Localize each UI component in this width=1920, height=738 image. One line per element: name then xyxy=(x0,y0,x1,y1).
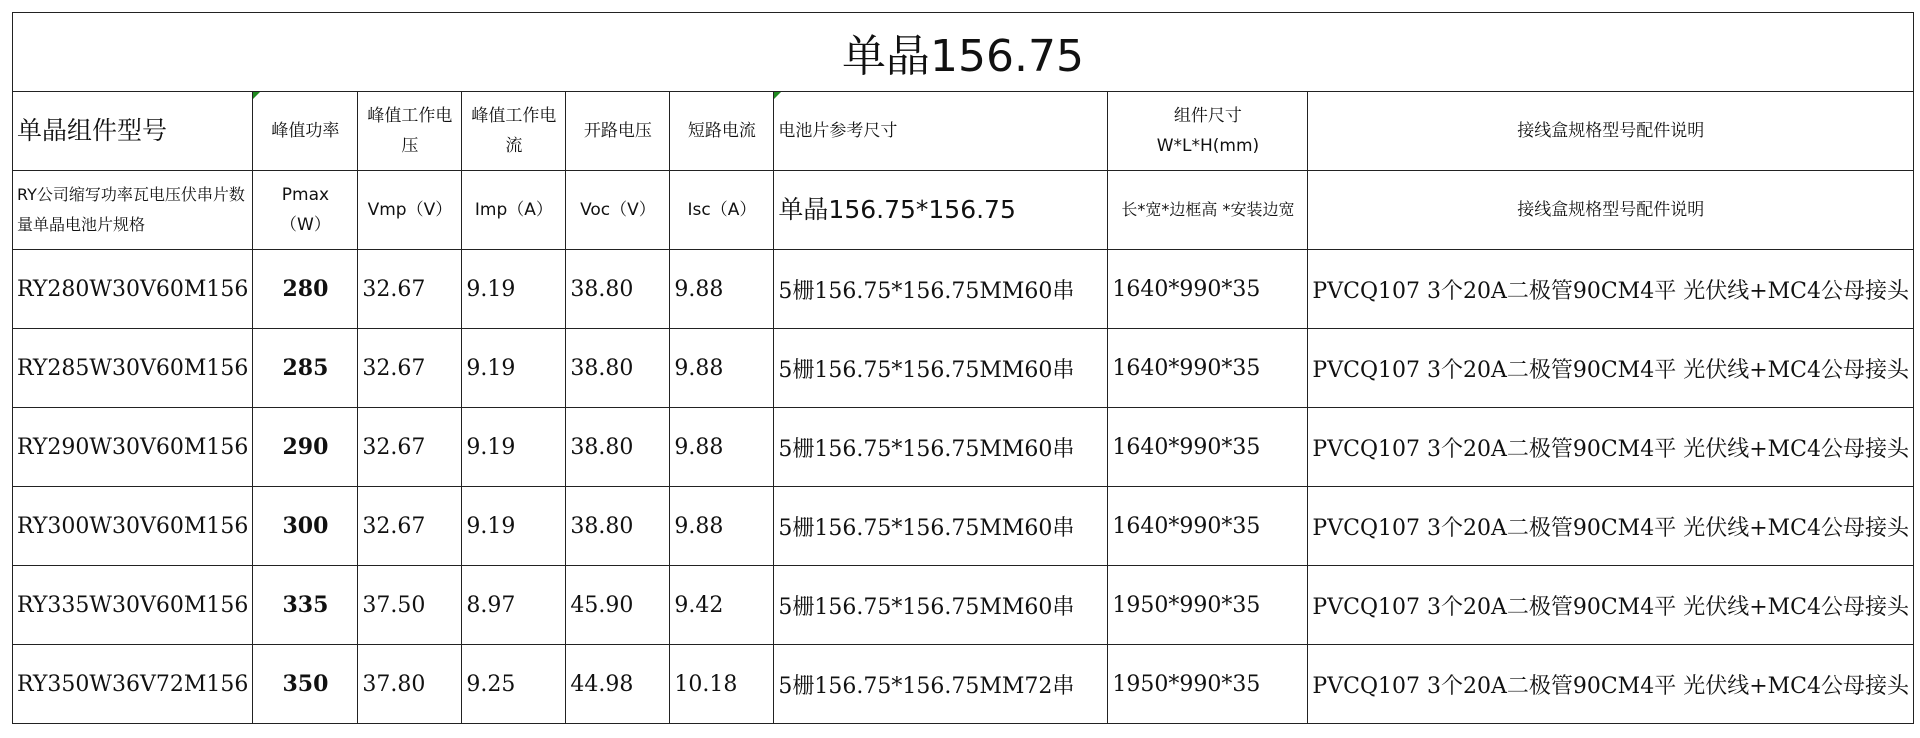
table-row xyxy=(13,487,1914,566)
cell-cell-size: 5栅156.75*156.75MM72串 xyxy=(774,645,1108,724)
cell-jbox: PVCQ107 3个20A二极管90CM4平 光伏线+MC4公母接头 xyxy=(1308,408,1914,487)
cell-jbox: PVCQ107 3个20A二极管90CM4平 光伏线+MC4公母接头 xyxy=(1308,645,1914,724)
cell-voc: 38.80 xyxy=(566,487,670,566)
cell-cell-size: 5栅156.75*156.75MM60串 xyxy=(774,250,1108,329)
cell-pmax: 335 xyxy=(253,566,358,645)
subheader-vmp: Vmp（V） xyxy=(358,171,462,250)
cell-vmp: 32.67 xyxy=(358,487,462,566)
cell-pmax: 290 xyxy=(253,408,358,487)
cell-voc: 38.80 xyxy=(566,250,670,329)
cell-jbox: PVCQ107 3个20A二极管90CM4平 光伏线+MC4公母接头 xyxy=(1308,487,1914,566)
cell-model: RY300W30V60M156 xyxy=(13,487,253,566)
subheader-row xyxy=(13,171,1914,250)
cell-cell-size: 5栅156.75*156.75MM60串 xyxy=(774,566,1108,645)
cell-cell-size: 5栅156.75*156.75MM60串 xyxy=(774,408,1108,487)
cell-imp: 9.25 xyxy=(462,645,566,724)
cell-isc: 9.42 xyxy=(670,566,774,645)
cell-imp: 9.19 xyxy=(462,250,566,329)
header-voc: 开路电压 xyxy=(566,92,670,171)
table-row xyxy=(13,408,1914,487)
cell-jbox: PVCQ107 3个20A二极管90CM4平 光伏线+MC4公母接头 xyxy=(1308,329,1914,408)
cell-vmp: 37.80 xyxy=(358,645,462,724)
table-title: 单晶156.75 xyxy=(13,13,1914,92)
cell-isc: 10.18 xyxy=(670,645,774,724)
header-peak-power: 峰值功率 xyxy=(253,92,358,171)
title-row xyxy=(13,13,1914,92)
header-model: 单晶组件型号 xyxy=(13,92,253,171)
cell-pmax: 300 xyxy=(253,487,358,566)
table-row xyxy=(13,329,1914,408)
cell-model: RY285W30V60M156 xyxy=(13,329,253,408)
cell-imp: 8.97 xyxy=(462,566,566,645)
cell-isc: 9.88 xyxy=(670,487,774,566)
cell-pmax: 285 xyxy=(253,329,358,408)
cell-imp: 9.19 xyxy=(462,487,566,566)
cell-module-size: 1950*990*35 xyxy=(1108,566,1308,645)
cell-voc: 45.90 xyxy=(566,566,670,645)
table-row xyxy=(13,250,1914,329)
header-isc: 短路电流 xyxy=(670,92,774,171)
header-cell-size: 电池片参考尺寸 xyxy=(774,92,1108,171)
data-body xyxy=(13,250,1914,724)
cell-vmp: 32.67 xyxy=(358,250,462,329)
cell-pmax: 350 xyxy=(253,645,358,724)
cell-vmp: 37.50 xyxy=(358,566,462,645)
cell-model: RY290W30V60M156 xyxy=(13,408,253,487)
subheader-isc: Isc（A） xyxy=(670,171,774,250)
subheader-jbox: 接线盒规格型号配件说明 xyxy=(1308,171,1914,250)
cell-vmp: 32.67 xyxy=(358,329,462,408)
cell-cell-size: 5栅156.75*156.75MM60串 xyxy=(774,487,1108,566)
spec-table xyxy=(12,12,1914,724)
subheader-cell-size: 单晶156.75*156.75 xyxy=(774,171,1108,250)
cell-pmax: 280 xyxy=(253,250,358,329)
subheader-imp: Imp（A） xyxy=(462,171,566,250)
header-module-size-line2: W*L*H(mm) xyxy=(1156,136,1260,156)
cell-isc: 9.88 xyxy=(670,329,774,408)
subheader-pmax-line1: Pmax xyxy=(281,185,330,205)
cell-module-size: 1640*990*35 xyxy=(1108,487,1308,566)
cell-jbox: PVCQ107 3个20A二极管90CM4平 光伏线+MC4公母接头 xyxy=(1308,566,1914,645)
cell-voc: 44.98 xyxy=(566,645,670,724)
cell-cell-size: 5栅156.75*156.75MM60串 xyxy=(774,329,1108,408)
subheader-pmax xyxy=(253,171,358,250)
cell-module-size: 1950*990*35 xyxy=(1108,645,1308,724)
header-module-size-line1: 组件尺寸 xyxy=(1173,106,1242,126)
cell-voc: 38.80 xyxy=(566,329,670,408)
cell-vmp: 32.67 xyxy=(358,408,462,487)
subheader-module-size: 长*宽*边框高 *安装边宽 xyxy=(1108,171,1308,250)
cell-model: RY350W36V72M156 xyxy=(13,645,253,724)
cell-module-size: 1640*990*35 xyxy=(1108,329,1308,408)
cell-isc: 9.88 xyxy=(670,250,774,329)
cell-voc: 38.80 xyxy=(566,408,670,487)
header-jbox: 接线盒规格型号配件说明 xyxy=(1308,92,1914,171)
cell-module-size: 1640*990*35 xyxy=(1108,250,1308,329)
subheader-model-desc: RY公司缩写功率瓦电压伏串片数量单晶电池片规格 xyxy=(13,171,253,250)
cell-imp: 9.19 xyxy=(462,408,566,487)
cell-isc: 9.88 xyxy=(670,408,774,487)
header-row xyxy=(13,92,1914,171)
cell-jbox: PVCQ107 3个20A二极管90CM4平 光伏线+MC4公母接头 xyxy=(1308,250,1914,329)
header-module-size xyxy=(1108,92,1308,171)
cell-model: RY335W30V60M156 xyxy=(13,566,253,645)
cell-module-size: 1640*990*35 xyxy=(1108,408,1308,487)
cell-imp: 9.19 xyxy=(462,329,566,408)
subheader-pmax-line2: （W） xyxy=(280,215,331,235)
table-row xyxy=(13,566,1914,645)
subheader-voc: Voc（V） xyxy=(566,171,670,250)
cell-model: RY280W30V60M156 xyxy=(13,250,253,329)
header-vmp: 峰值工作电压 xyxy=(358,92,462,171)
table-row xyxy=(13,645,1914,724)
header-imp: 峰值工作电流 xyxy=(462,92,566,171)
